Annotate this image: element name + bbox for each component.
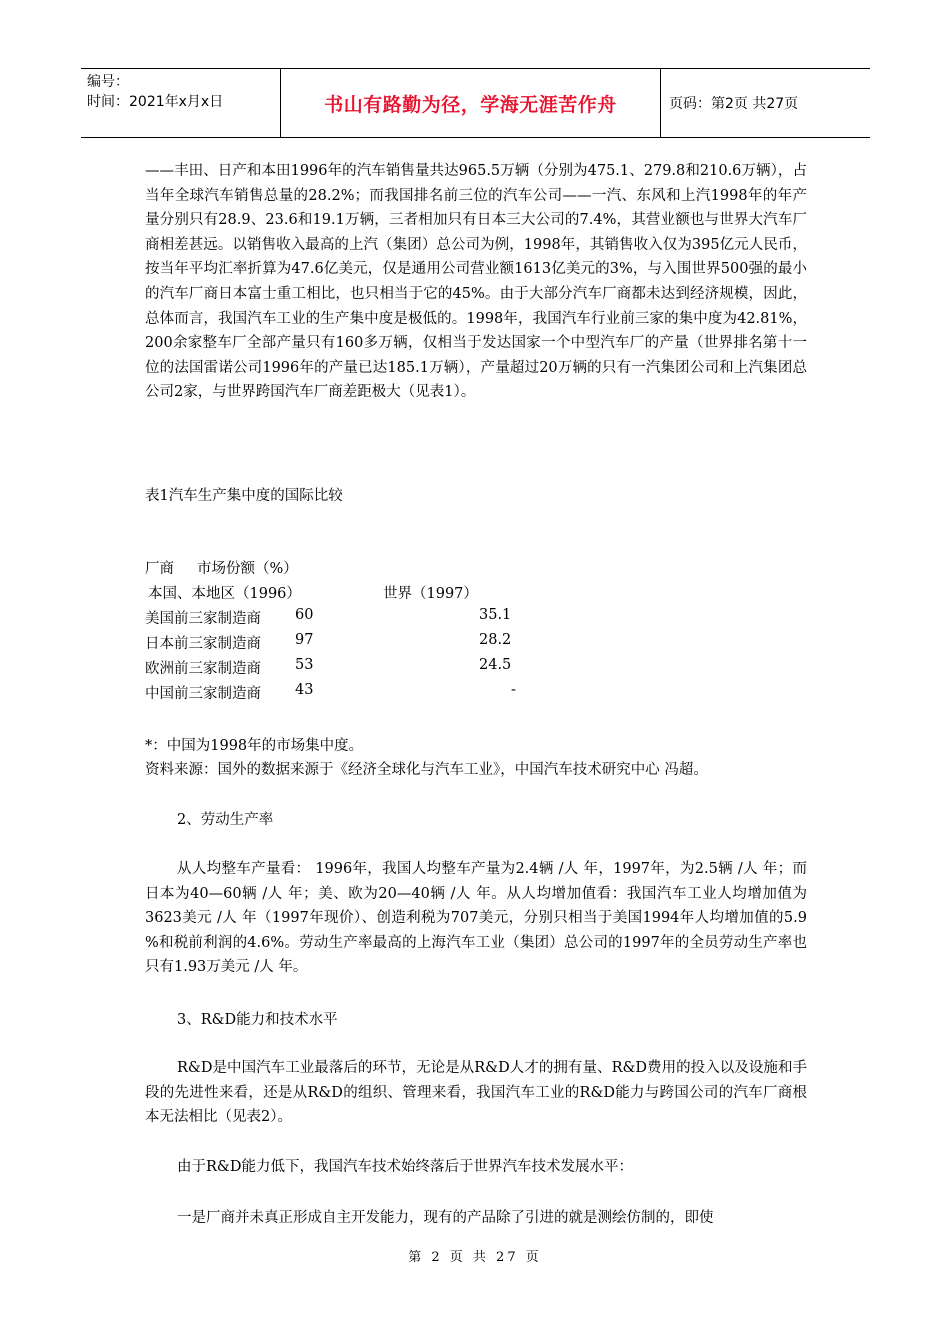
table-note: *：中国为1998年的市场集中度。 (145, 738, 364, 754)
cell-world: 28.2 (479, 632, 512, 648)
cell-maker: 日本前三家制造商 (145, 636, 261, 652)
table-row (145, 632, 565, 657)
header-world: 世界（1997） (383, 586, 478, 602)
cell-world: 24.5 (479, 657, 512, 673)
header-domestic: 本国、本地区（1996） (148, 586, 301, 602)
cell-world: - (511, 682, 516, 698)
header-meta (81, 69, 281, 137)
table-source: 资料来源：国外的数据来源于《经济全球化与汽车工业》，中国汽车技术研究中心 冯超。 (145, 762, 708, 778)
date-label: 时间：2021年x月x日 (87, 94, 224, 110)
paragraph-rd-lag: 由于R&D能力低下，我国汽车技术始终落后于世界汽车技术发展水平： (177, 1159, 633, 1175)
table-caption: 表1汽车生产集中度的国际比较 (145, 488, 343, 504)
header-page-label: 页码：第2页 共27页 (669, 96, 799, 112)
cell-maker: 欧洲前三家制造商 (145, 661, 261, 677)
paragraph-rd-first: 一是厂商并未真正形成自主开发能力，现有的产品除了引进的就是测绘仿制的，即使 (177, 1210, 714, 1226)
paragraph-intro: ——丰田、日产和本田1996年的汽车销售量共达965.5万辆（分别为475.1、279.8和210.6万辆），占当年全球汽车销售总量的28.2%；而我国排名前三位的汽车公司——一汽、东风和上汽1998年的年产量分别只有28.9、23.6和19.1万辆，三者相加只有日本三大公司的7.4%，其营业额也与世界大汽车厂商相差甚远。以销售收入最高的上汽（集团）总公司为例，1998年，其销售收入仅为395亿元人民币，按当年平均汇率折算为47.6亿美元，仅是通用公司营业额1613亿美元的3%，与入围世界500强的最小的汽车厂商日本富士重工相比，也只相当于它的45%。由于大部分汽车厂商都未达到经济规模，因此，总体而言，我国汽车工业的生产集中度是极低的。1998年，我国汽车行业前三家的集中度为42.81%，200余家整车厂全部产量只有160多万辆，仅相当于发达国家一个中型汽车厂的产量（世界排名第十一位的法国雷诺公司1996年的产量已达185.1万辆），产量超过20万辆的只有一汽集团公司和上汽集团总公司2家，与世界跨国汽车厂商差距极大（见表1）。 (145, 163, 807, 401)
table-row (145, 682, 565, 707)
cell-maker: 美国前三家制造商 (145, 611, 261, 627)
table-row (145, 657, 565, 682)
table-header-row-2 (145, 582, 565, 607)
header-motto: 书山有路勤为径，学海无涯苦作舟 (281, 69, 661, 137)
paragraph-rd: R&D是中国汽车工业最落后的环节，无论是从R&D人才的拥有量、R&D费用的投入以及设施和手段的先进性来看，还是从R&D的组织、管理来看，我国汽车工业的R&D能力与跨国公司的汽车厂商根本无法相比（见表2）。 (145, 1060, 807, 1126)
header-maker: 厂商 (145, 561, 174, 577)
cell-world: 35.1 (479, 607, 512, 623)
page-header (81, 68, 870, 138)
page-footer: 第 2 页 共 27 页 (408, 1250, 542, 1265)
paragraph-labor: 从人均整车产量看： 1996年，我国人均整车产量为2.4辆 /人 年，1997年，为2.5辆 /人 年；而日本为40—60辆 /人 年；美、欧为20—40辆 /人 年。从人均增加值看：我国汽车工业人均增加值为3623美元 /人 年（1997年现价）、创造利税为707美元，分别只相当于美国1994年人均增加值的5.9 %和税前利润的4.6%。劳动生产率最高的上海汽车工业（集团）总公司的1997年的全员劳动生产率也只有1.93万美元 /人 年。 (145, 861, 807, 976)
cell-domestic: 60 (295, 607, 314, 623)
cell-domestic: 53 (295, 657, 314, 673)
section-heading-labor: 2、劳动生产率 (177, 812, 274, 828)
header-market-share: 市场份额（%） (197, 561, 298, 577)
table-row (145, 607, 565, 632)
concentration-table (145, 557, 565, 707)
cell-maker: 中国前三家制造商 (145, 686, 261, 702)
number-label: 编号： (87, 74, 129, 90)
section-heading-rd: 3、R&D能力和技术水平 (177, 1012, 338, 1028)
cell-domestic: 43 (295, 682, 314, 698)
table-header-row-1 (145, 557, 565, 582)
cell-domestic: 97 (295, 632, 314, 648)
